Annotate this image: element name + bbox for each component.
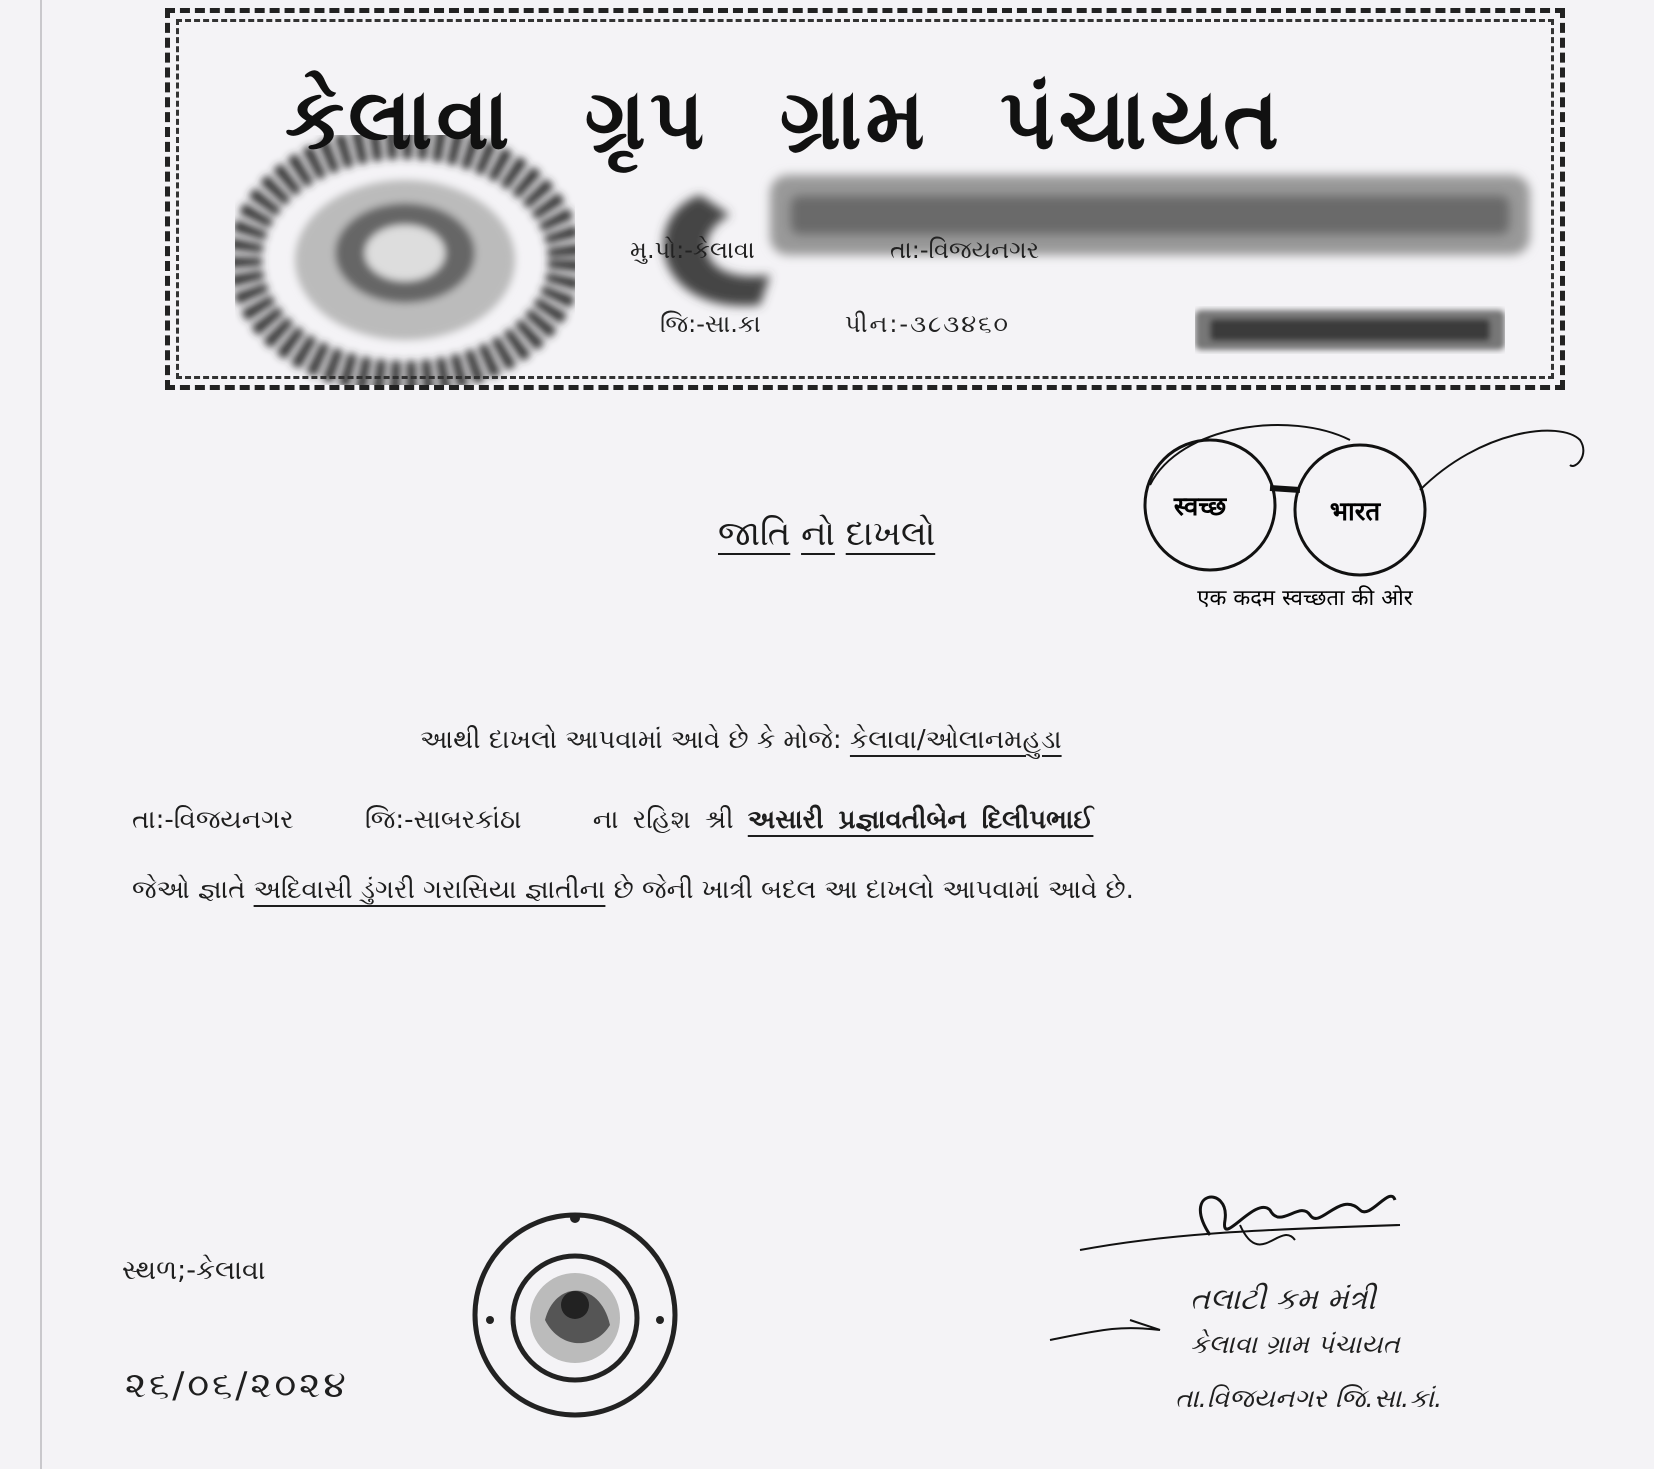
signatory-office: કેલાવા ગ્રામ પંચાયત: [1190, 1330, 1400, 1360]
title-jati: જાતિ: [718, 514, 791, 554]
address-pin: પીન:-૩૮૩૪૬૦: [845, 310, 1011, 338]
caste-name: અદિવાસી ડુંગરી ગરાસિયા જ્ઞાતીના: [253, 875, 606, 905]
page-edge: [40, 0, 42, 1469]
swachh-bharat-logo: [1120, 410, 1590, 620]
swachh-tagline: एक कदम स्वच्छता की ओर: [1197, 586, 1413, 611]
body-line-2: [132, 805, 1093, 836]
click-here-badge[interactable]: [1195, 305, 1505, 355]
resident-label: ના રહિશ શ્રી: [592, 805, 734, 835]
title-no: નો: [801, 514, 835, 554]
bharat-text: भारत: [1329, 497, 1381, 527]
taluka-field: તા:-વિજયનગર: [132, 805, 294, 835]
panchayat-title: કેલાવા ગ્રૃપ ગ્રામ પંચાયત: [285, 70, 1283, 168]
place-label: સ્થળ;-કેલાવા: [122, 1255, 266, 1286]
body-line-1: [420, 725, 1062, 756]
address-mu-po: મુ.પો:-કેલાવા: [630, 236, 755, 264]
village-name: કેલાવા/ઓલાનમહુડા: [849, 725, 1062, 755]
line3-suffix: છે જેની ખાત્રી બદલ આ દાખલો આપવામાં આવે છે.: [613, 875, 1134, 905]
round-seal-stamp: [460, 1200, 690, 1430]
title-dakhlo: દાખલો: [845, 514, 936, 554]
signatory-location: તા.વિજયનગર જિ.સા.કાં.: [1175, 1384, 1443, 1414]
swachh-text: स्वच्छ: [1173, 492, 1227, 522]
district-field: જિ:-સાબરકાંઠા: [364, 805, 522, 835]
panchayat-seal-image: [235, 135, 575, 385]
line1-prefix: આથી દાખલો આપવામાં આવે છે કે મોજે:: [420, 725, 842, 755]
issue-date: ૨૬/૦૬/૨૦૨૪: [125, 1365, 349, 1406]
body-line-3: [132, 875, 1134, 906]
signatory-title: તલાટી કમ મંત્રી: [1190, 1282, 1376, 1317]
holder-name: અસારી પ્રજ્ઞાવતીબેન દિલીપભાઈ: [747, 805, 1094, 835]
line3-prefix: જેઓ જ્ઞાતે: [132, 875, 246, 905]
address-district: જિ:-સા.કા: [660, 310, 761, 338]
certificate-title: [718, 514, 935, 554]
address-taluka: તા:-વિજયનગર: [890, 236, 1040, 264]
